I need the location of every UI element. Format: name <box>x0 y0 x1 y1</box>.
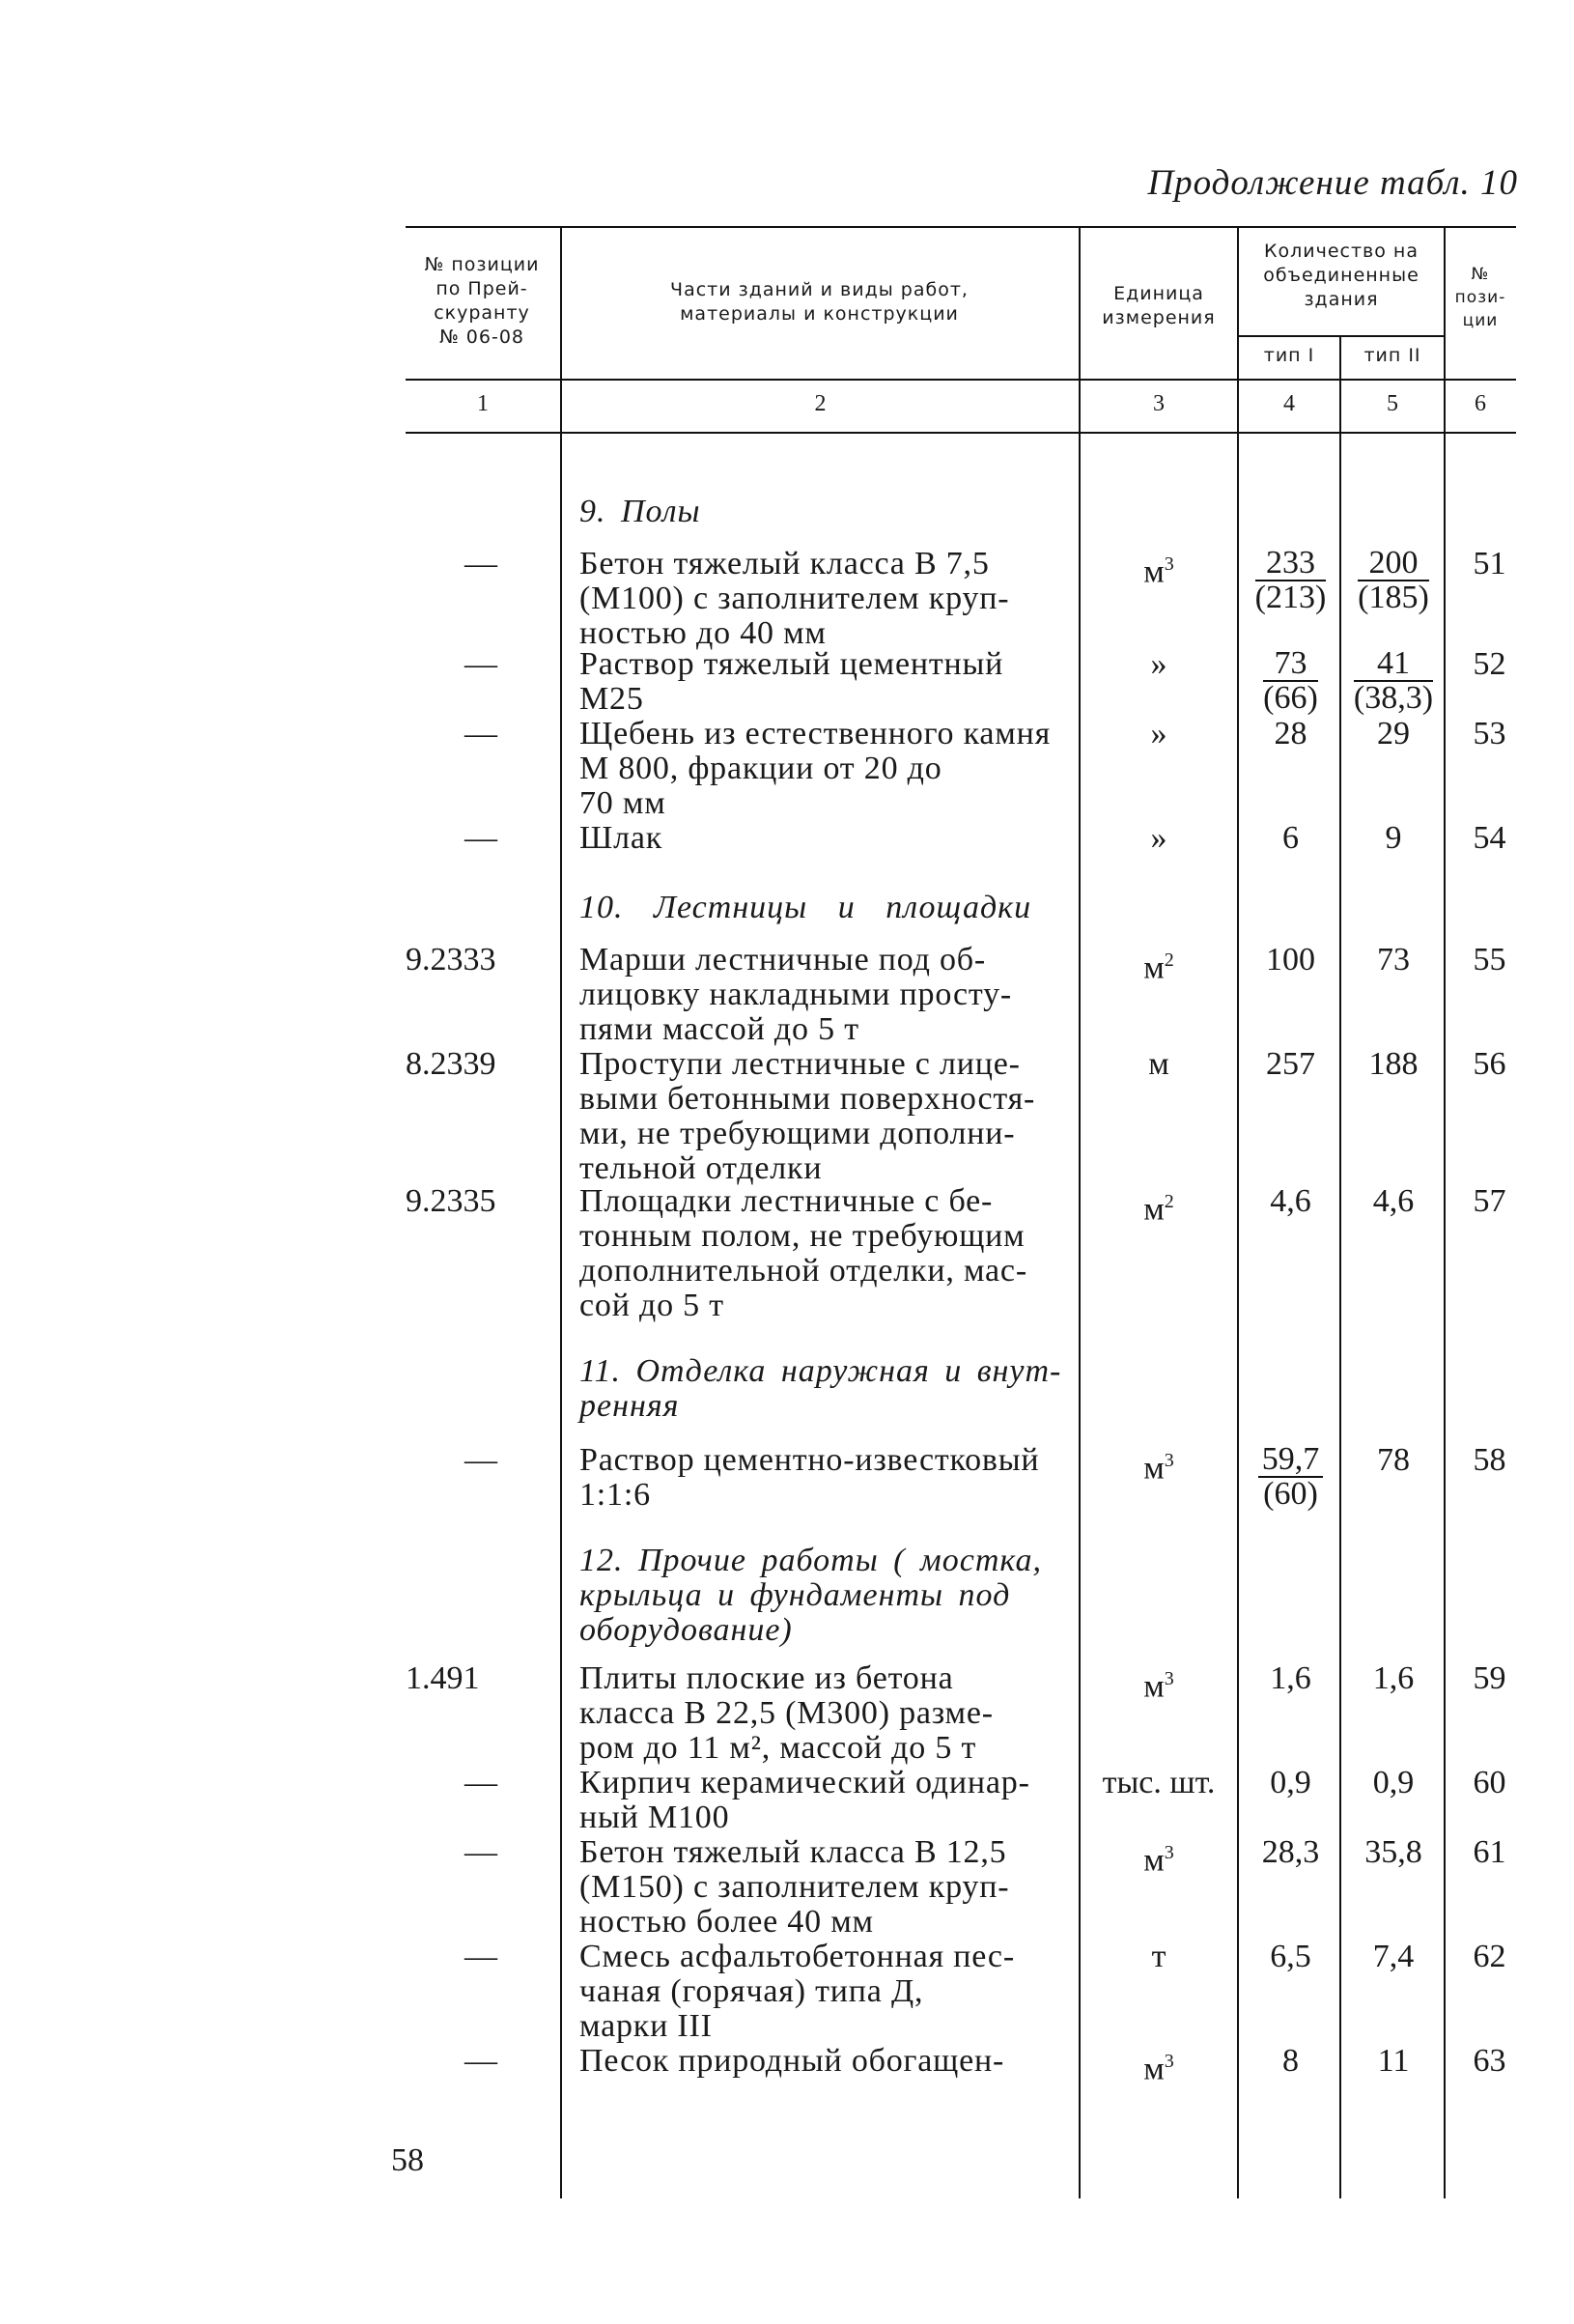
row-description <box>579 943 1060 1047</box>
section-title-line: крыльца и фундаменты под <box>579 1577 1011 1613</box>
row-qty-type2: 1,6 <box>1372 1660 1415 1696</box>
row-number: 55 <box>1473 942 1506 978</box>
row-qty-type1: 4,6 <box>1270 1183 1311 1219</box>
table-top-border <box>406 226 1516 228</box>
qty-top: 59,7 <box>1258 1443 1324 1478</box>
row-description <box>579 1661 1060 1766</box>
row-number: 61 <box>1473 1834 1506 1870</box>
row-qty-type1: 1,6 <box>1270 1660 1311 1696</box>
section-title-floors: 9. Полы <box>579 494 701 529</box>
row-number: 59 <box>1473 1660 1506 1696</box>
header-col1-line: по Прей- <box>436 278 528 299</box>
row-text-line: ми, не требующими дополни- <box>579 1116 1016 1151</box>
row-text-line: Смесь асфальтобетонная пес- <box>579 1939 1015 1974</box>
row-qty-type2: 9 <box>1385 820 1402 856</box>
row-text-line: (М100) с заполнителем круп- <box>579 581 1010 616</box>
row-text-line: Шлак <box>579 820 663 856</box>
row-text-line: ром до 11 м², массой до 5 т <box>579 1730 977 1766</box>
row-qty-type1: 28,3 <box>1261 1834 1320 1870</box>
row-number: 56 <box>1473 1046 1506 1082</box>
row-qty-type1: 8 <box>1282 2043 1299 2079</box>
row-position: — <box>464 820 497 856</box>
header-col1-line: № позиции <box>424 254 540 275</box>
row-number: 54 <box>1473 820 1506 856</box>
row-text-line: ный М100 <box>579 1800 730 1835</box>
colnum-1: 1 <box>477 391 489 416</box>
row-unit <box>1082 1184 1236 1227</box>
row-text-line: дополнительной отделки, мас- <box>579 1253 1027 1289</box>
row-unit: т <box>1151 1939 1166 1974</box>
header-col1 <box>406 253 558 350</box>
header-col5-line: пози- <box>1454 288 1506 307</box>
section-title-stairs: 10. Лестницы и площадки <box>579 890 1032 925</box>
section-title-finishing <box>579 1354 1072 1424</box>
table-continuation-title: Продолжение табл. 10 <box>1147 163 1518 203</box>
unit-text: м <box>1143 1842 1165 1879</box>
qty-bottom: (213) <box>1254 580 1327 615</box>
page-number: 58 <box>391 2142 424 2178</box>
row-unit <box>1082 1835 1236 1878</box>
header-col5-line: № <box>1471 265 1490 284</box>
row-unit: » <box>1150 716 1167 751</box>
header-col3-line: Единица <box>1113 283 1204 304</box>
qty-bottom: (185) <box>1358 580 1429 615</box>
row-unit <box>1082 1443 1236 1486</box>
row-text-line: Площадки лестничные с бе- <box>579 1183 994 1219</box>
row-qty-type1 <box>1241 647 1340 716</box>
unit-sup: 3 <box>1164 1668 1174 1689</box>
row-text-line: Кирпич керамический одинар- <box>579 1765 1030 1800</box>
qty-top: 73 <box>1263 647 1318 682</box>
row-description <box>579 547 1060 651</box>
row-text-line: 1:1:6 <box>579 1477 651 1513</box>
row-text-line: ностью до 40 мм <box>579 615 827 651</box>
row-description <box>579 1047 1060 1186</box>
section-title-line: оборудование) <box>579 1612 793 1648</box>
header-subdivider <box>1239 335 1446 337</box>
row-text-line: Бетон тяжелый класса В 12,5 <box>579 1834 1007 1870</box>
row-description <box>579 1940 1060 2044</box>
row-number: 63 <box>1473 2043 1506 2079</box>
unit-text: м <box>1143 1191 1165 1228</box>
row-qty-type1 <box>1241 1443 1340 1512</box>
header-col4-line: объединенные <box>1263 265 1419 286</box>
row-qty-type1 <box>1241 547 1340 615</box>
row-qty-type2: 7,4 <box>1372 1939 1415 1974</box>
header-col5 <box>1446 263 1515 332</box>
header-col1-line: скуранту <box>434 302 530 324</box>
row-unit: » <box>1150 646 1167 682</box>
row-position: — <box>464 546 497 581</box>
unit-sup: 2 <box>1164 1191 1174 1212</box>
row-description <box>579 1184 1060 1323</box>
unit-sup: 3 <box>1164 1842 1174 1863</box>
row-text-line: 70 мм <box>579 785 666 821</box>
row-position: 8.2339 <box>406 1046 496 1082</box>
row-qty-type2: 11 <box>1377 2043 1410 2079</box>
row-position: — <box>464 1939 497 1974</box>
colnum-2: 2 <box>814 391 827 416</box>
unit-sup: 3 <box>1164 2051 1174 2072</box>
row-text-line: Плиты плоские из бетона <box>579 1660 954 1696</box>
row-text-line: тонным полом, не требующим <box>579 1218 1026 1254</box>
row-text-line: ностью более 40 мм <box>579 1904 874 1940</box>
row-qty-type2: 29 <box>1377 716 1410 751</box>
row-qty-type2 <box>1342 547 1445 615</box>
row-qty-type1: 257 <box>1266 1046 1315 1082</box>
col-divider-2 <box>1079 226 1081 2198</box>
row-text-line: лицовку накладными просту- <box>579 977 1013 1012</box>
row-number: 62 <box>1473 1939 1506 1974</box>
row-text-line: тельной отделки <box>579 1150 823 1186</box>
row-unit <box>1082 1661 1236 1704</box>
row-qty-type2 <box>1342 647 1445 716</box>
row-number: 51 <box>1473 546 1506 581</box>
row-qty-type2: 188 <box>1368 1046 1419 1082</box>
header-col4-line: здания <box>1304 289 1379 310</box>
row-text-line: М25 <box>579 681 644 717</box>
row-text-line: Раствор тяжелый цементный <box>579 646 1004 682</box>
row-number: 58 <box>1473 1442 1506 1478</box>
row-qty-type1: 100 <box>1266 942 1315 978</box>
section-title-other-works <box>579 1544 1072 1648</box>
numbers-bottom-border <box>406 432 1516 434</box>
header-col4a: тип I <box>1263 345 1315 366</box>
colnum-4: 4 <box>1283 391 1295 416</box>
unit-sup: 3 <box>1164 553 1174 575</box>
row-text-line: (М150) с заполнителем круп- <box>579 1869 1010 1905</box>
row-number: 57 <box>1473 1183 1506 1219</box>
row-number: 60 <box>1473 1765 1506 1800</box>
row-position: 1.491 <box>406 1660 480 1696</box>
row-unit: » <box>1150 820 1167 856</box>
row-description <box>579 2044 1060 2079</box>
unit-text: м <box>1143 949 1165 986</box>
header-col2 <box>562 278 1077 326</box>
row-description <box>579 821 1060 856</box>
colnum-3: 3 <box>1153 391 1165 416</box>
header-col1-line: № 06-08 <box>438 326 524 348</box>
unit-text: м <box>1143 2051 1165 2087</box>
header-col4-group <box>1239 240 1444 312</box>
row-text-line: Щебень из естественного камня <box>579 716 1052 751</box>
unit-sup: 3 <box>1164 1450 1174 1471</box>
header-bottom-border <box>406 379 1516 381</box>
row-text-line: сой до 5 т <box>579 1288 724 1323</box>
row-description <box>579 1443 1060 1513</box>
section-title-line: 12. Прочие работы ( мостка, <box>579 1543 1042 1578</box>
qty-bottom: (60) <box>1263 1476 1318 1512</box>
row-position: — <box>464 646 497 682</box>
row-text-line: пями массой до 5 т <box>579 1011 859 1047</box>
header-col3-line: измерения <box>1102 307 1216 328</box>
qty-bottom: (38,3) <box>1353 680 1434 716</box>
row-qty-type2: 35,8 <box>1364 1834 1422 1870</box>
qty-top: 41 <box>1354 647 1433 682</box>
row-unit <box>1082 2044 1236 2086</box>
row-text-line: класса В 22,5 (М300) разме- <box>579 1695 994 1731</box>
unit-text: м <box>1143 1450 1165 1487</box>
row-unit: тыс. шт. <box>1102 1765 1216 1800</box>
row-description <box>579 1835 1060 1940</box>
unit-text: м <box>1143 1668 1165 1705</box>
row-qty-type2: 4,6 <box>1372 1183 1415 1219</box>
section-title-line: 11. Отделка наружная и внут- <box>579 1353 1062 1389</box>
row-text-line: Проступи лестничные с лице- <box>579 1046 1021 1082</box>
row-number: 53 <box>1473 716 1506 751</box>
header-col3 <box>1081 282 1237 330</box>
row-text-line: марки III <box>579 2008 713 2044</box>
row-qty-type1: 0,9 <box>1270 1765 1311 1800</box>
row-number: 52 <box>1473 646 1506 682</box>
header-col2-line: Части зданий и виды работ, <box>670 279 969 300</box>
row-description <box>579 1766 1060 1835</box>
header-col4-line: Количество на <box>1264 241 1419 262</box>
row-text-line: чаная (горячая) типа Д, <box>579 1973 924 2009</box>
row-qty-type2: 73 <box>1377 942 1410 978</box>
row-text-line: Марши лестничные под об- <box>579 942 987 978</box>
qty-bottom: (66) <box>1263 680 1318 716</box>
row-qty-type2: 78 <box>1377 1442 1410 1478</box>
row-qty-type1: 6 <box>1282 820 1299 856</box>
section-title-line: ренняя <box>579 1388 680 1424</box>
row-unit <box>1082 943 1236 985</box>
row-position: 9.2335 <box>406 1183 496 1219</box>
row-unit <box>1082 547 1236 589</box>
row-position: 9.2333 <box>406 942 496 978</box>
col-divider-3 <box>1237 226 1239 2198</box>
row-qty-type2: 0,9 <box>1372 1765 1415 1800</box>
colnum-6: 6 <box>1475 391 1486 416</box>
row-qty-type1: 28 <box>1274 716 1307 751</box>
row-position: — <box>464 2043 497 2079</box>
row-position: — <box>464 1765 497 1800</box>
qty-top: 200 <box>1358 547 1429 581</box>
row-text-line: Песок природный обогащен- <box>579 2043 1005 2079</box>
row-description <box>579 717 1060 821</box>
unit-text: м <box>1143 553 1165 590</box>
header-col4b: тип II <box>1363 345 1421 366</box>
row-position: — <box>464 1442 497 1478</box>
row-description <box>579 647 1060 717</box>
unit-sup: 2 <box>1164 949 1174 971</box>
row-text-line: М 800, фракции от 20 до <box>579 751 942 786</box>
row-text-line: выми бетонными поверхностя- <box>579 1081 1036 1117</box>
row-text-line: Бетон тяжелый класса В 7,5 <box>579 546 990 581</box>
row-position: — <box>464 1834 497 1870</box>
row-text-line: Раствор цементно-известковый <box>579 1442 1040 1478</box>
row-qty-type1: 6,5 <box>1270 1939 1311 1974</box>
header-col2-line: материалы и конструкции <box>680 303 959 325</box>
col-divider-1 <box>560 226 562 2198</box>
header-col5-line: ции <box>1462 311 1499 330</box>
qty-top: 233 <box>1255 547 1327 581</box>
row-unit: м <box>1148 1046 1169 1082</box>
colnum-5: 5 <box>1387 391 1398 416</box>
row-position: — <box>464 716 497 751</box>
